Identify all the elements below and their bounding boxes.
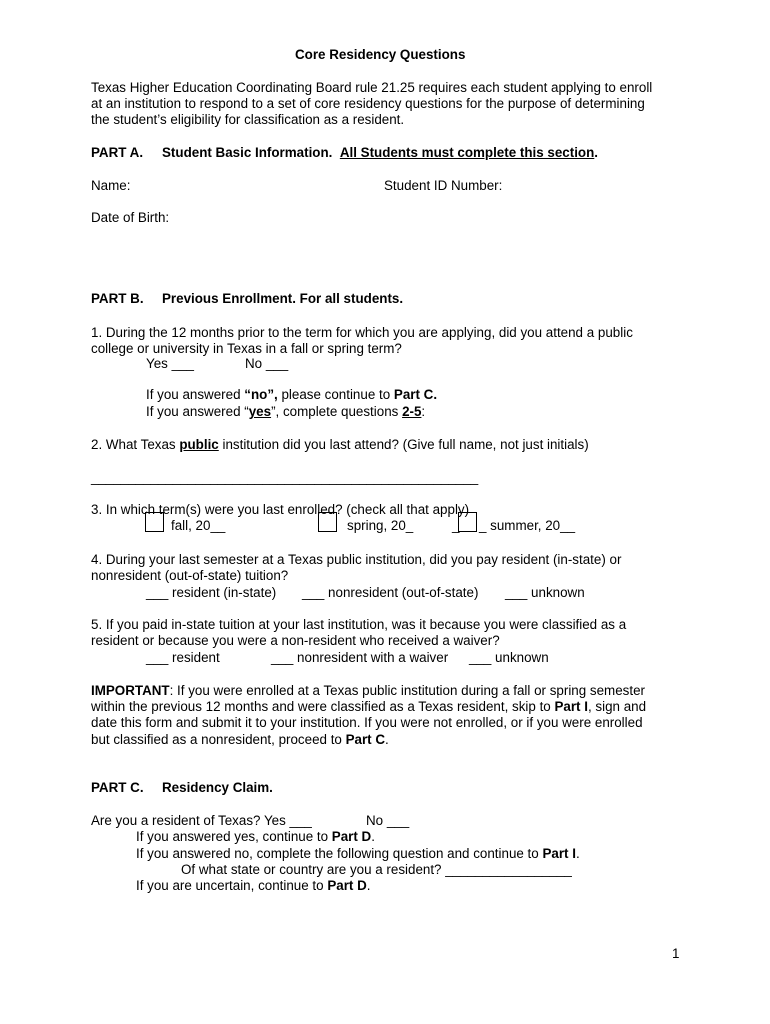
page-title: Core Residency Questions xyxy=(295,47,466,62)
q5-waiver-option[interactable]: ___ nonresident with a waiver xyxy=(271,650,449,665)
q3-spring-checkbox[interactable] xyxy=(318,512,337,532)
important-line-4 xyxy=(91,732,389,749)
q1-if-yes xyxy=(146,404,425,421)
q1-if-no-word: “no”, xyxy=(244,387,278,402)
q4-unknown-option[interactable]: ___ unknown xyxy=(505,585,585,600)
q4-resident-option[interactable]: ___ resident (in-state) xyxy=(146,585,277,600)
important-line-1 xyxy=(91,683,645,700)
q1-yes-option[interactable]: Yes ___ xyxy=(146,356,194,371)
name-label: Name: xyxy=(91,178,131,193)
part-c-state-question[interactable]: Of what state or country are you a resident? _________________ xyxy=(181,862,572,877)
important-line-2-part: Part I xyxy=(554,699,588,714)
part-c-if-yes xyxy=(136,829,375,846)
part-a-heading-row xyxy=(162,145,598,162)
part-a-note: All Students must complete this section xyxy=(339,145,595,160)
student-id-label: Student ID Number: xyxy=(384,178,503,193)
q2-text xyxy=(91,437,589,454)
part-c-if-uncertain-pre: If you are uncertain, continue to xyxy=(136,878,328,893)
q1-if-no xyxy=(146,387,437,404)
q1-if-yes-mid: ”, complete questions xyxy=(271,404,403,419)
important-line-4-pre: but classified as a nonresident, proceed to xyxy=(91,732,346,747)
q5-resident-option[interactable]: ___ resident xyxy=(146,650,220,665)
part-c-label: PART C. xyxy=(91,780,144,795)
q1-line-2: college or university in Texas in a fall or spring term? xyxy=(91,341,402,356)
part-c-if-uncertain-post: . xyxy=(366,878,371,893)
q1-if-yes-pre: If you answered “ xyxy=(146,404,249,419)
part-c-if-yes-pre: If you answered yes, continue to xyxy=(136,829,332,844)
part-b-label: PART B. xyxy=(91,291,144,306)
q5-line-1: 5. If you paid in-state tuition at your last institution, was it because you were classified as a xyxy=(91,617,627,632)
intro-line-3: the student’s eligibility for classification as a resident. xyxy=(91,112,405,127)
q2-word: public xyxy=(179,437,219,452)
q3-summer-blank: _ xyxy=(452,518,460,533)
part-c-no-option[interactable]: No ___ xyxy=(366,813,410,828)
q3-text: 3. In which term(s) were you last enrolled? (check all that apply) xyxy=(91,502,470,517)
part-c-if-uncertain-part: Part D xyxy=(327,878,367,893)
q5-line-2: resident or because you were a non-resident who received a waiver? xyxy=(91,633,500,648)
important-line-3: date this form and submit it to your institution. If you were not enrolled, or if you were enrolled xyxy=(91,715,643,730)
important-line-2-pre: within the previous 12 months and were classified as a Texas resident, skip to xyxy=(91,699,555,714)
part-c-if-yes-part: Part D xyxy=(331,829,372,844)
q3-spring-label: spring, 20_ xyxy=(347,518,414,533)
part-c-if-no-part: Part I xyxy=(542,846,576,861)
q4-nonresident-option[interactable]: ___ nonresident (out-of-state) xyxy=(302,585,479,600)
q1-if-no-mid: please continue to xyxy=(277,387,394,402)
q4-line-2: nonresident (out-of-state) tuition? xyxy=(91,568,289,583)
part-c-if-no xyxy=(136,846,580,863)
part-c-heading: Residency Claim. xyxy=(162,780,273,795)
part-c-if-uncertain xyxy=(136,878,371,895)
intro-line-2: at an institution to respond to a set of core residency questions for the purpose of determining xyxy=(91,96,645,111)
q3-summer-checkbox[interactable] xyxy=(458,512,477,532)
q1-if-yes-word: yes xyxy=(248,404,272,419)
part-a-note-end: . xyxy=(594,145,599,160)
q4-line-1: 4. During your last semester at a Texas public institution, did you pay resident (in-state) or xyxy=(91,552,622,567)
part-a-heading: Student Basic Information. xyxy=(162,145,333,160)
important-line-2 xyxy=(91,699,646,716)
q1-if-yes-range: 2-5 xyxy=(402,404,422,419)
part-c-if-no-pre: If you answered no, complete the following question and continue to xyxy=(136,846,543,861)
q2-answer-blank[interactable]: ____________________________________________________ xyxy=(91,470,479,485)
q3-summer-label: _ summer, 20__ xyxy=(479,518,576,533)
intro-line-1: Texas Higher Education Coordinating Board rule 21.25 requires each student applying to enroll xyxy=(91,80,653,95)
page-number: 1 xyxy=(672,946,680,961)
part-c-question[interactable]: Are you a resident of Texas? Yes ___ xyxy=(91,813,312,828)
q5-unknown-option[interactable]: ___ unknown xyxy=(469,650,549,665)
q1-if-no-part: Part C. xyxy=(393,387,438,402)
important-line-2-post: , sign and xyxy=(587,699,647,714)
important-line-4-post: . xyxy=(385,732,389,747)
q3-fall-label: fall, 20__ xyxy=(171,518,226,533)
q1-line-1: 1. During the 12 months prior to the term for which you are applying, did you attend a public xyxy=(91,325,633,340)
q1-no-option[interactable]: No ___ xyxy=(245,356,289,371)
q2-post: institution did you last attend? (Give full name, not just initials) xyxy=(218,437,589,452)
important-line-1-rest: : If you were enrolled at a Texas public institution during a fall or spring semester xyxy=(169,683,645,698)
part-b-heading: Previous Enrollment. For all students. xyxy=(162,291,404,306)
dob-label: Date of Birth: xyxy=(91,210,170,225)
q1-if-yes-end: : xyxy=(421,404,426,419)
part-c-if-no-post: . xyxy=(575,846,580,861)
q2-pre: 2. What Texas xyxy=(91,437,180,452)
q1-if-no-pre: If you answered xyxy=(146,387,245,402)
q3-fall-checkbox[interactable] xyxy=(145,512,164,532)
important-label: IMPORTANT xyxy=(91,683,170,698)
part-a-label: PART A. xyxy=(91,145,144,160)
important-line-4-part: Part C xyxy=(345,732,386,747)
part-c-if-yes-post: . xyxy=(371,829,375,844)
